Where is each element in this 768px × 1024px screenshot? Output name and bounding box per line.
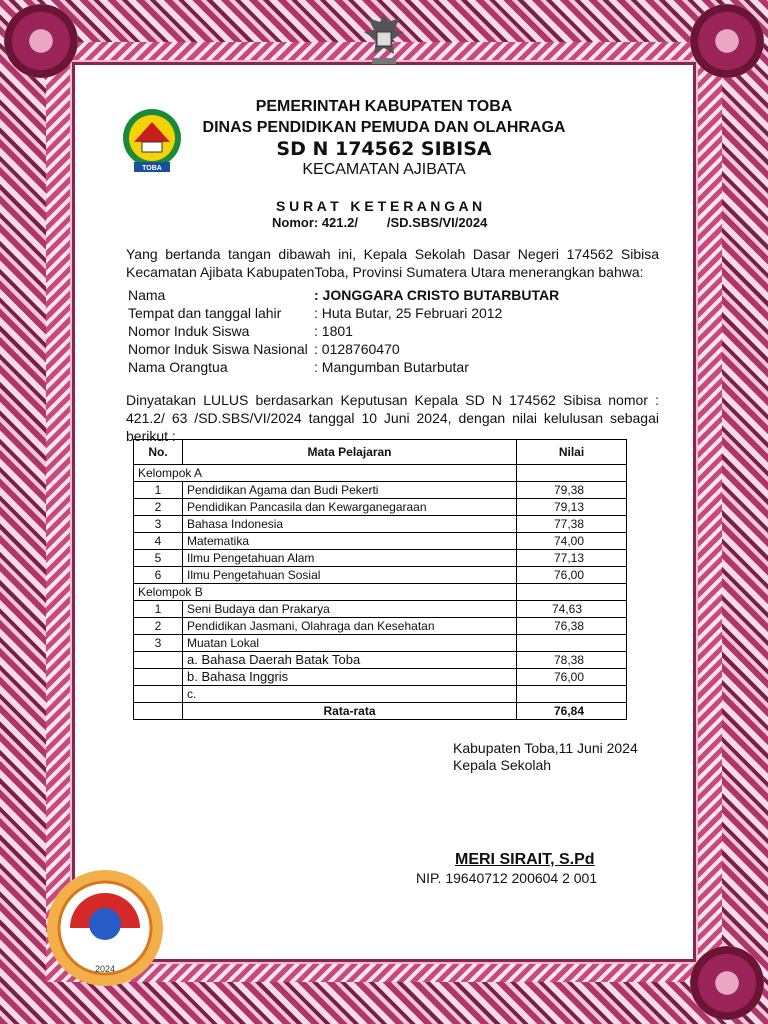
header-subject: Mata Pelajaran <box>183 440 517 465</box>
header-score: Nilai <box>517 440 627 465</box>
table-row <box>134 618 627 635</box>
header-line-1: PEMERINTAH KABUPATEN TOBA <box>255 98 513 115</box>
row-score <box>517 635 627 652</box>
statement-paragraph: Dinyatakan LULUS berdasarkan Keputusan Kepala SD N 174562 Sibisa nomor : 421.2/ 63 /SD.SBS/VI/2024 tanggal 10 Juni 2024, dengan nilai kelulusan sebagai berikut : <box>126 392 659 444</box>
school-name: SD N 174562 SIBISA <box>276 138 492 160</box>
row-subject: b. Bahasa Inggris <box>183 669 517 686</box>
student-info-row <box>128 358 559 376</box>
row-subject: c. <box>183 686 517 703</box>
row-no: 1 <box>134 601 183 618</box>
info-value: : 1801 <box>314 323 353 339</box>
student-info <box>128 286 559 376</box>
signatory-nip: NIP. 19640712 200604 2 001 <box>416 870 598 886</box>
signatory-role: Kepala Sekolah <box>453 757 552 773</box>
info-value: : Huta Butar, 25 Februari 2012 <box>314 305 503 321</box>
row-subject: Pendidikan Jasmani, Olahraga dan Kesehatan <box>183 618 517 635</box>
grades-table <box>133 439 627 720</box>
info-value: : Mangumban Butarbutar <box>314 359 469 375</box>
table-row <box>134 482 627 499</box>
average-row <box>134 703 627 720</box>
info-label: Nomor Induk Siswa Nasional <box>128 341 308 357</box>
row-score: 78,38 <box>517 652 627 669</box>
garuda-emblem-icon <box>360 10 408 68</box>
table-row <box>134 652 627 669</box>
row-score: 77,13 <box>517 550 627 567</box>
row-subject: Bahasa Indonesia <box>183 516 517 533</box>
info-label: Nomor Induk Siswa <box>128 323 250 339</box>
info-label: Nama <box>128 287 166 303</box>
table-row <box>134 686 627 703</box>
row-no: 3 <box>134 516 183 533</box>
info-label: Tempat dan tanggal lahir <box>128 305 282 321</box>
row-no: 2 <box>134 618 183 635</box>
table-row <box>134 516 627 533</box>
table-row <box>134 567 627 584</box>
logo-text: TOBA <box>142 165 162 172</box>
info-value: : JONGGARA CRISTO BUTARBUTAR <box>314 287 560 303</box>
row-score: 74,00 <box>517 533 627 550</box>
group-label: Kelompok A <box>134 465 517 482</box>
average-label: Rata-rata <box>183 703 517 720</box>
row-no: 1 <box>134 482 183 499</box>
row-score: 77,38 <box>517 516 627 533</box>
info-value: : 0128760470 <box>314 341 400 357</box>
row-score <box>517 686 627 703</box>
row-no: 2 <box>134 499 183 516</box>
table-row <box>134 635 627 652</box>
row-score: 79,38 <box>517 482 627 499</box>
row-score: 76,38 <box>517 618 627 635</box>
info-label: Nama Orangtua <box>128 359 228 375</box>
row-score: 79,13 <box>517 499 627 516</box>
student-info-row <box>128 304 559 322</box>
average-score: 76,84 <box>517 703 627 720</box>
row-score: 74,63 <box>517 601 627 618</box>
district-name: KECAMATAN AJIBATA <box>302 161 466 178</box>
table-row <box>134 533 627 550</box>
letter-title: S U R A T K E T E R A N G A N <box>275 198 483 214</box>
signatory-name: MERI SIRAIT, S.Pd <box>455 851 595 868</box>
student-info-row <box>128 322 559 340</box>
student-info-row <box>128 340 559 358</box>
row-subject: a. Bahasa Daerah Batak Toba <box>183 652 517 669</box>
header-no: No. <box>134 440 183 465</box>
group-label: Kelompok B <box>134 584 517 601</box>
row-subject: Seni Budaya dan Prakarya <box>183 601 517 618</box>
student-info-row <box>128 286 559 304</box>
row-no: 4 <box>134 533 183 550</box>
row-subject: Pendidikan Pancasila dan Kewarganegaraan <box>183 499 517 516</box>
row-no: 3 <box>134 635 183 652</box>
table-row <box>134 669 627 686</box>
header-line-2: DINAS PENDIDIKAN PEMUDA DAN OLAHRAGA <box>202 119 566 136</box>
row-subject: Ilmu Pengetahuan Alam <box>183 550 517 567</box>
corner-ornament-bottom-right <box>690 946 764 1020</box>
school-seal-icon <box>40 868 170 988</box>
row-score: 76,00 <box>517 567 627 584</box>
group-row <box>134 584 627 601</box>
row-subject: Matematika <box>183 533 517 550</box>
seal-year: 2024 <box>94 964 116 974</box>
row-subject: Ilmu Pengetahuan Sosial <box>183 567 517 584</box>
table-row <box>134 601 627 618</box>
row-no: 6 <box>134 567 183 584</box>
corner-ornament-top-left <box>4 4 78 78</box>
place-date: Kabupaten Toba,11 Juni 2024 <box>453 740 638 756</box>
table-row <box>134 550 627 567</box>
group-row <box>134 465 627 482</box>
row-score: 76,00 <box>517 669 627 686</box>
row-subject: Pendidikan Agama dan Budi Pekerti <box>183 482 517 499</box>
row-no: 5 <box>134 550 183 567</box>
letter-number: Nomor: 421.2/ /SD.SBS/VI/2024 <box>272 215 488 230</box>
table-header-row <box>134 440 627 465</box>
row-subject: Muatan Lokal <box>183 635 517 652</box>
intro-paragraph: Yang bertanda tangan dibawah ini, Kepala Sekolah Dasar Negeri 174562 Sibisa Kecamatan Ajibata KabupatenToba, Provinsi Sumatera Utara menerangkan bahwa: <box>126 246 659 280</box>
table-row <box>134 499 627 516</box>
corner-ornament-top-right <box>690 4 764 78</box>
